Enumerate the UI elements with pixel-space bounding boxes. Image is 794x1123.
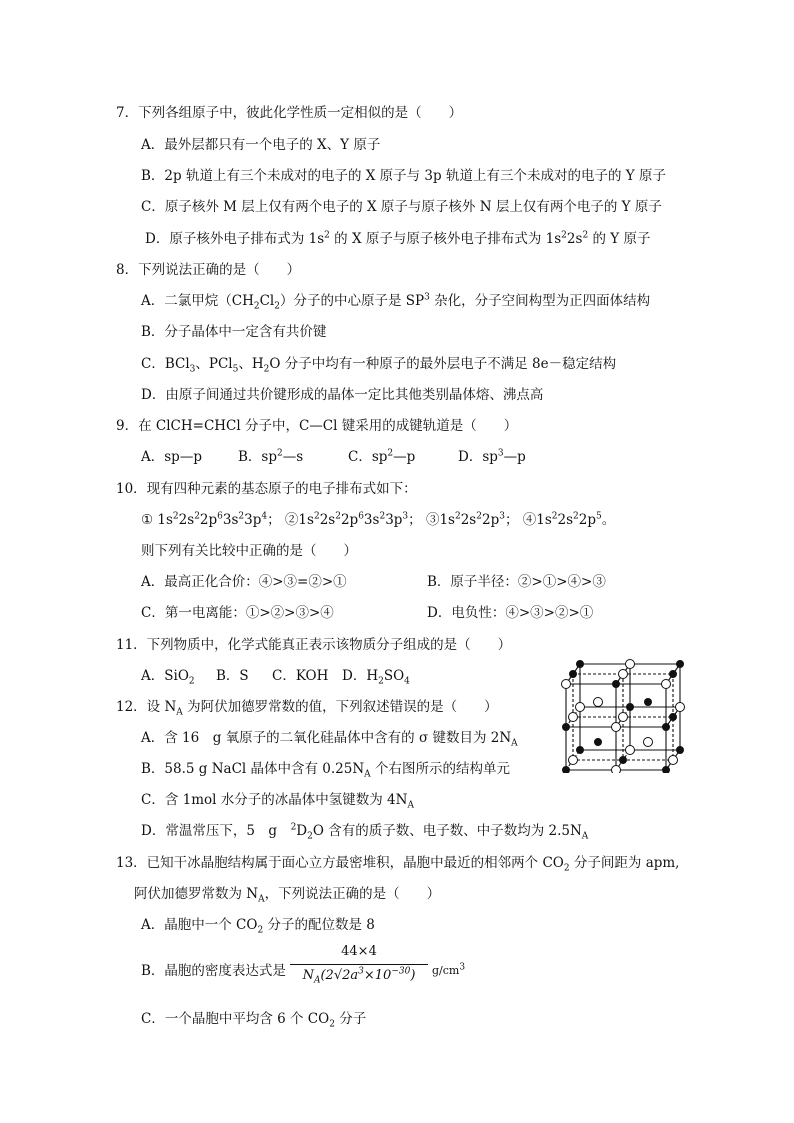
q9-option-b: B．$sp^2—s$ <box>238 448 304 465</box>
q12-option-b: B．58.5 g NaCl 晶体中含有 $0.25N_A$ 个右图所示的结构单元 <box>141 761 510 780</box>
q11-stem: 11．下列物质中，化学式能真正表示该物质分子组成的是（ ） <box>116 637 512 653</box>
q10-option-d: D．电负性：④>③>②>① <box>427 605 594 621</box>
q7-option-b: B．2p 轨道上有三个未成对的电子的 X 原子与 3p 轨道上有三个未成对的电子的 Y 原子 <box>141 168 666 184</box>
crystal-structure-figure <box>558 658 688 773</box>
q9-option-d: D．$sp^3—p$ <box>458 448 526 465</box>
q12-option-a: A．含 16 g 氧原子的二氧化硅晶体中含有的 σ 键数目为 $2N_A$ <box>141 730 518 749</box>
fraction-bar <box>290 964 428 965</box>
q12-option-d: D．常温常压下，5 g $^2D_2O$ 含有的质子数、电子数、中子数均为 $2.5N_A$ <box>141 822 589 842</box>
q11-option-b: B．S <box>216 668 249 684</box>
q8-option-b: B．分子晶体中一定含有共价键 <box>141 324 327 340</box>
q8-stem: 8．下列说法正确的是（ ） <box>116 262 301 278</box>
q7-option-d: D．原子核外电子排布式为 $1s^2$ 的 X 原子与原子核外电子排布式为 $1s^22s^2$ 的 Y 原子 <box>145 230 651 247</box>
q13-option-a: A．晶胞中一个 $CO_2$ 分子的配位数是 8 <box>141 917 375 936</box>
q9-option-a: A．sp—p <box>141 449 202 465</box>
density-unit: $g/cm^3$ <box>432 962 466 977</box>
q12-option-c: C．含 1mol 水分子的冰晶体中氢键数为 $4N_A$ <box>141 792 414 811</box>
q11-option-a: A．SiO$_2$ <box>141 668 195 687</box>
q9-stem: 9．在 ClCH=CHCl 分子中，C—Cl 键采用的成键轨道是（ ） <box>116 418 518 434</box>
q11-option-c: C．KOH <box>272 668 329 684</box>
q8-option-d: D．由原子间通过共价键形成的晶体一定比其他类别晶体熔、沸点高 <box>141 387 544 403</box>
q13-option-c: C．一个晶胞中平均含 6 个 $CO_2$ 分子 <box>141 1011 367 1030</box>
fraction-numerator: 44×4 <box>341 944 377 959</box>
q8-option-c: C．BCl$_3$、PCl$_5$、$H_2O$ 分子中均有一种原子的最外层电子不满足 8e－稳定结构 <box>141 356 617 375</box>
q13-option-b: B．晶胞的密度表达式是 <box>141 963 286 979</box>
q10-option-a: A．最高正化合价：④>③=②>① <box>141 574 347 590</box>
q7-option-a: A．最外层都只有一个电子的 X、Y 原子 <box>141 137 381 153</box>
q7-stem: 7．下列各组原子中，彼此化学性质一定相似的是（ ） <box>116 105 463 121</box>
q10-stem: 10．现有四种元素的基态原子的电子排布式如下： <box>116 481 417 497</box>
q8-option-a: A．二氯甲烷$(CH_2Cl_2)$分子的中心原子是 $SP^3$ 杂化，分子空间构型为正四面体结构 <box>141 292 651 312</box>
q10-then: 则下列有关比较中正确的是（ ） <box>141 543 357 559</box>
q9-option-c: C．$sp^2—p$ <box>348 448 416 465</box>
q11-option-d: D．$H_2SO_4$ <box>342 668 410 687</box>
q10-option-c: C．第一电离能：①>②>③>④ <box>141 605 334 621</box>
q12-stem: 12．设 $N_A$ 为阿伏加德罗常数的值，下列叙述错误的是（ ） <box>116 699 498 718</box>
q10-option-b: B．原子半径：②>①>④>③ <box>427 574 606 590</box>
fraction-denominator: $N_A(2√2a^3\times 10^{-30})$ <box>302 966 416 986</box>
q10-configurations: ① $1s^22s^22p^63s^23p^4$； $②1s^22s^22p^63s^23p^3$； $③1s^22s^22p^3$； $④1s^22s^22p^5$。 <box>141 511 616 528</box>
q13-stem-line2: 阿伏加德罗常数为 $N_A$，下列说法正确的是（ ） <box>134 886 441 905</box>
q7-option-c: C．原子核外 M 层上仅有两个电子的 X 原子与原子核外 N 层上仅有两个电子的 Y 原子 <box>141 199 662 215</box>
q13-stem-line1: 13．已知干冰晶胞结构属于面心立方最密堆积，晶胞中最近的相邻两个 $CO_2$ 分子间距为 apm, <box>116 855 680 874</box>
